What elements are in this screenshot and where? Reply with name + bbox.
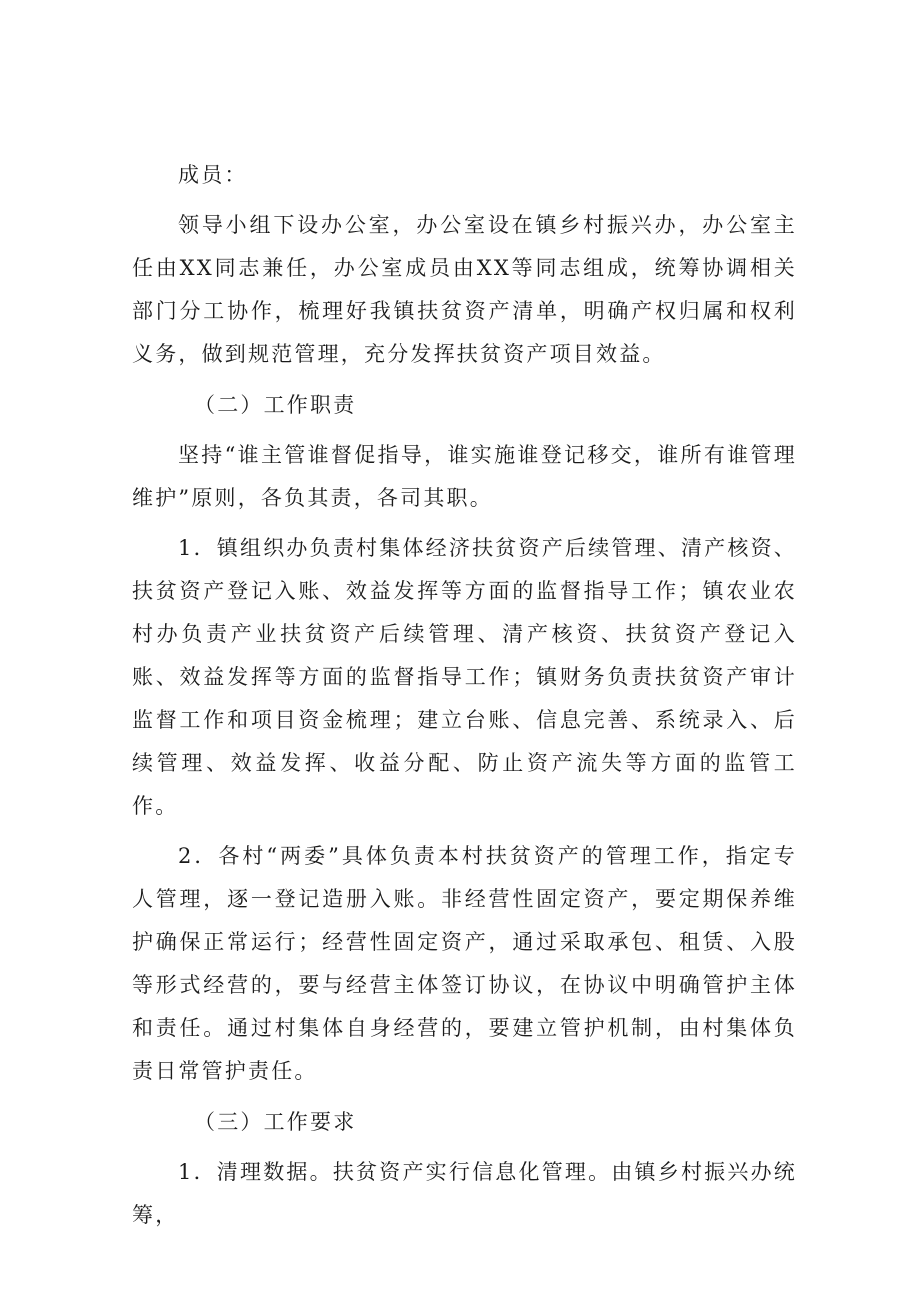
paragraph-office: 领导小组下设办公室，办公室设在镇乡村振兴办，办公室主任由XX同志兼任，办公室成员由XX等同志组成，统筹协调相关部门分工协作，梳理好我镇扶贫资产清单，明确产权归属和权利义务，做到规范管理，充分发挥扶贫资产项目效益。 bbox=[132, 213, 797, 366]
paragraph-requirement-1: 1．清理数据。扶贫资产实行信息化管理。由镇乡村振兴办统筹， bbox=[132, 1160, 797, 1227]
paragraph-duty-2: 2．各村“两委”具体负责本村扶贫资产的管理工作，指定专人管理，逐一登记造册入账。非经营性固定资产，要定期保养维护确保正常运行；经营性固定资产，通过采取承包、租赁、入股等形式经营的，要与经营主体签订协议，在协议中明确管护主体和责任。通过村集体自身经营的，要建立管护机制，由村集体负责日常管护责任。 bbox=[132, 844, 797, 1083]
paragraph-duty-1: 1．镇组织办负责村集体经济扶贫资产后续管理、清产核资、扶贫资产登记入账、效益发挥等方面的监督指导工作；镇农业农村办负责产业扶贫资产后续管理、清产核资、扶贫资产登记入账、效益发挥等方面的监督指导工作；镇财务负责扶贫资产审计监督工作和项目资金梳理；建立台账、信息完善、系统录入、后续管理、效益发挥、收益分配、防止资产流失等方面的监管工作。 bbox=[132, 536, 797, 818]
document-body bbox=[132, 154, 797, 1237]
section-heading-requirements: （三）工作要求 bbox=[194, 1110, 357, 1134]
section-heading-duties: （二）工作职责 bbox=[194, 393, 357, 417]
paragraph-principle: 坚持“谁主管谁督促指导，谁实施谁登记移交，谁所有谁管理维护”原则，各负其责，各司其职。 bbox=[132, 443, 797, 510]
paragraph-members: 成员： bbox=[178, 163, 248, 187]
